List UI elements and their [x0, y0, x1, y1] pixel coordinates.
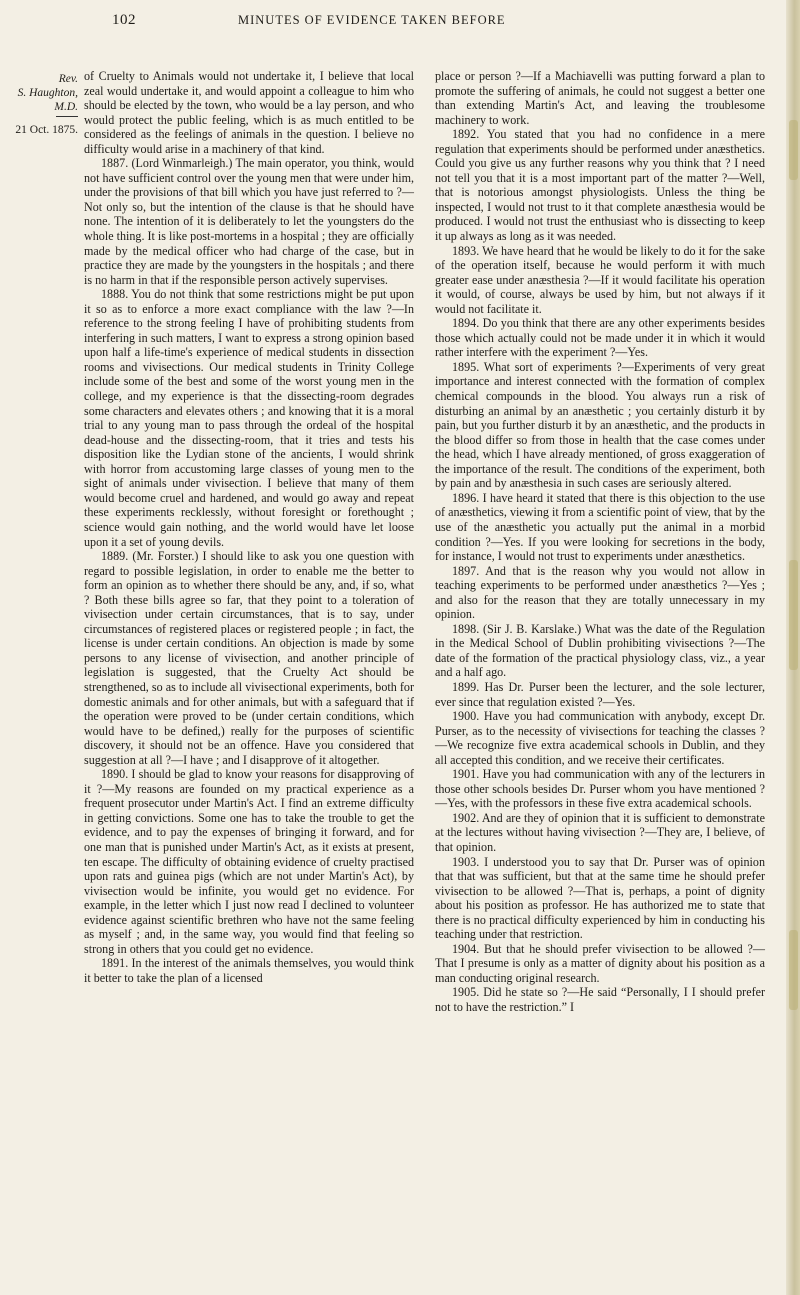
paragraph: 1895. What sort of experiments ?—Experiments of very great importance and interest connected with the formation of complex chemical compounds in the blood. You always run a risk of disturbing an animal by an anæsthetic ; you certainly disturb it by pain, but you further disturb it by an anæsthetic, and the products in the blood differ so from those in health that the case comes under the head, which I have already mentioned, of gross exaggeration of the importance of the result. The conditions of the experiment, both by pain and by anæsthesia in such cases are seriously altered. [435, 359, 765, 491]
margin-rule [56, 116, 78, 117]
paragraph: place or person ?—If a Machiavelli was putting forward a plan to promote the suffering of animals, he could not suggest a better one than extending Martin's Act, and leaving the troublesome machinery to work. [435, 69, 765, 127]
paragraph: 1898. (Sir J. B. Karslake.) What was the date of the Regulation in the Medical School of Dublin prohibiting vivisections ?—The date of the formation of the practical physiology class, viz., a year and a half ago. [435, 621, 765, 680]
paragraph: 1905. Did he state so ?—He said “Personally, I I should prefer not to have the restriction.” I [435, 985, 765, 1014]
paragraph: of Cruelty to Animals would not undertake it, I believe that local zeal would undertake it, and would appoint a colleague to him who should be elected by the town, who would be a lay person, and who would protect the public feeling, which is as much entitled to be considered as the feelings of animals in the question. I believe no difficulty would arise in a machinery of that kind. [84, 69, 414, 156]
page-edge [786, 0, 800, 1295]
page-stain [789, 560, 798, 670]
running-title: MINUTES OF EVIDENCE TAKEN BEFORE [238, 13, 506, 27]
paragraph: 1888. You do not think that some restrictions might be put upon it so as to enforce a more exact compliance with the law ?—In reference to the strong feeling I have of prohibiting students from interfering in such matters, I want to express a strong opinion based upon half a life-time's experience of medical students in dissection rooms and vivisections. Our medical students in Trinity College include some of the best and some of the worst young men in the college, and my experience is that the dissecting-room degrades some characters and elevates others ; and knowing that it is a moral trial to any young man to pass through the ordeal of the hospital dead-house and the dissecting-room, that it tries and tests his disposition like the Lydian stone of the ancients, I would shrink with horror from accustoming large classes of young men to the sight of animals under vivisection. I believe that many of them would become cruel and hardened, and would go away and repeat these experiments recklessly, without foresight or forethought ; science would gain nothing, and the world would have let loose upon it a set of young devils. [84, 287, 414, 549]
paragraph: 1893. We have heard that he would be likely to do it for the sake of the operation itself, because he would perform it with much greater ease under anæsthesia ?—If it would facilitate his operation it would, of course, always be used by him, but not always if it would not facilitate it. [435, 243, 765, 316]
paragraph: 1903. I understood you to say that Dr. Purser was of opinion that that was sufficient, but that at the same time he should prefer vivisection to be allowed ?—That is, perhaps, a point of dignity about his position as professor. He has authorized me to state that there is no practical difficulty experienced by him in conducting his teaching under that restriction. [435, 854, 765, 942]
margin-witness-name: S. Haughton, [17, 87, 78, 99]
paragraph: 1896. I have heard it stated that there is this objection to the use of anæsthetics, viewing it from a scientific point of view, that by the use of the anæsthetic you actually put the animal in a morbid condition ?—Yes. If you were looking for secretions in the body, for instance, I would not trust to experiments under anæsthetics. [435, 490, 765, 564]
margin-title: Rev. [58, 73, 78, 85]
paragraph: 1891. In the interest of the animals themselves, you would think it better to take the plan of a licensed [84, 956, 414, 985]
paragraph: 1901. Have you had communication with any of the lecturers in those other schools besides Dr. Purser whom you have mentioned ?—Yes, with the professors in these five extra academical schools. [435, 767, 765, 811]
paragraph: 1887. (Lord Winmarleigh.) The main operator, you think, would not have sufficient control over the young men that were under him, under the provisions of that bill which you have just referred to ?—Not only so, but the intention of the clause is that he should have none. The intention of it is deliberately to let the youngsters do the whole thing. It is like post-mortems in a hospital ; they are officially made by the medical officer who had charge of the case, but in practice they are made by the youngsters in the hospitals ; and there is no harm in that if the responsible person actively supervises. [84, 156, 414, 287]
paragraph: 1904. But that he should prefer vivisection to be allowed ?—That I presume is only as a matter of dignity about his position as a man conducting original research. [435, 941, 765, 985]
page-stain [789, 120, 798, 180]
paragraph: 1894. Do you think that there are any other experiments besides those which actually could not be made under it in which it would rather interfere with the experiment ?—Yes. [435, 316, 765, 360]
margin-date: 21 Oct. 1875. [15, 124, 78, 136]
running-head [98, 12, 788, 32]
margin-witness-note [12, 72, 78, 137]
paragraph: 1897. And that is the reason why you would not allow in teaching experiments to be performed under anæsthetics ?—Yes ; and also for the reason that they are totally unnecessary in my opinion. [435, 563, 765, 622]
left-column [84, 69, 414, 985]
paragraph: 1900. Have you had communication with anybody, except Dr. Purser, as to the necessity of vivisections for teaching the classes ?—We recognize five extra academical schools in Dublin, and they all accepted this condition, and we receive their certificates. [435, 709, 765, 767]
paragraph: 1899. Has Dr. Purser been the lecturer, and the sole lecturer, ever since that regulation existed ?—Yes. [435, 679, 765, 709]
paragraph: 1902. And are they of opinion that it is sufficient to demonstrate at the lectures without having vivisection ?—They are, I believe, of that opinion. [435, 810, 765, 854]
page-stain [789, 930, 798, 1010]
paragraph: 1890. I should be glad to know your reasons for disapproving of it ?—My reasons are founded on my practical experience as a frequent prosecutor under Martin's Act. I find an extreme difficulty in getting convictions. Some one has to take the trouble to get the evidence, and to pay the expenses of bringing it forward, and for one man that is punished under Martin's Act, as it exists at present, ten escape. The difficulty of obtaining evidence of cruelty practised upon rats and guinea pigs (which are not under Martin's Act), by vivisection would be infinite, you would get no evidence. For example, in the letter which I just now read I declined to volunteer evidence against scientific brethren who have not the same feeling as myself ; and, in the same way, you would find that feeling so strong in others that you could get no evidence. [84, 767, 414, 956]
margin-degree: M.D. [54, 101, 78, 113]
paragraph: 1889. (Mr. Forster.) I should like to ask you one question with regard to possible legislation, in order to enable me the better to form an opinion as to whether there should be any, and, if so, what ? Both these bills agree so far, that they point to a toleration of vivisection under certain circumstances, that is to say, under circumstances of registered places or registered people ; in fact, the license is under certain conditions. An objection is made by some persons to any license of vivisection, and another principle of legislation is suggested, that the Cruelty Act should be strengthened, so as to include all vivisectional experiments, both for domestic animals and for other animals, but with a safeguard that if the operation were proved to be (under certain conditions, which would have to be defined,) really for the purposes of scientific discovery, it should not be an offence. Have you considered that suggestion at all ?—I have ; and I disapprove of it altogether. [84, 549, 414, 767]
paragraph: 1892. You stated that you had no confidence in a mere regulation that experiments should be performed under anæsthetics. Could you give us any further reasons why you think that ? I need not tell you that it is a most important part of the matter ?—Well, that is notorious amongst physiologists. Unless the thing be inspected, I would not trust to it that complete anæsthesia would be produced. I would not trust the enthusiast who is dissecting to keep it up always as long as it was needed. [435, 127, 765, 244]
page-number: 102 [112, 12, 136, 28]
right-column [435, 69, 765, 1015]
